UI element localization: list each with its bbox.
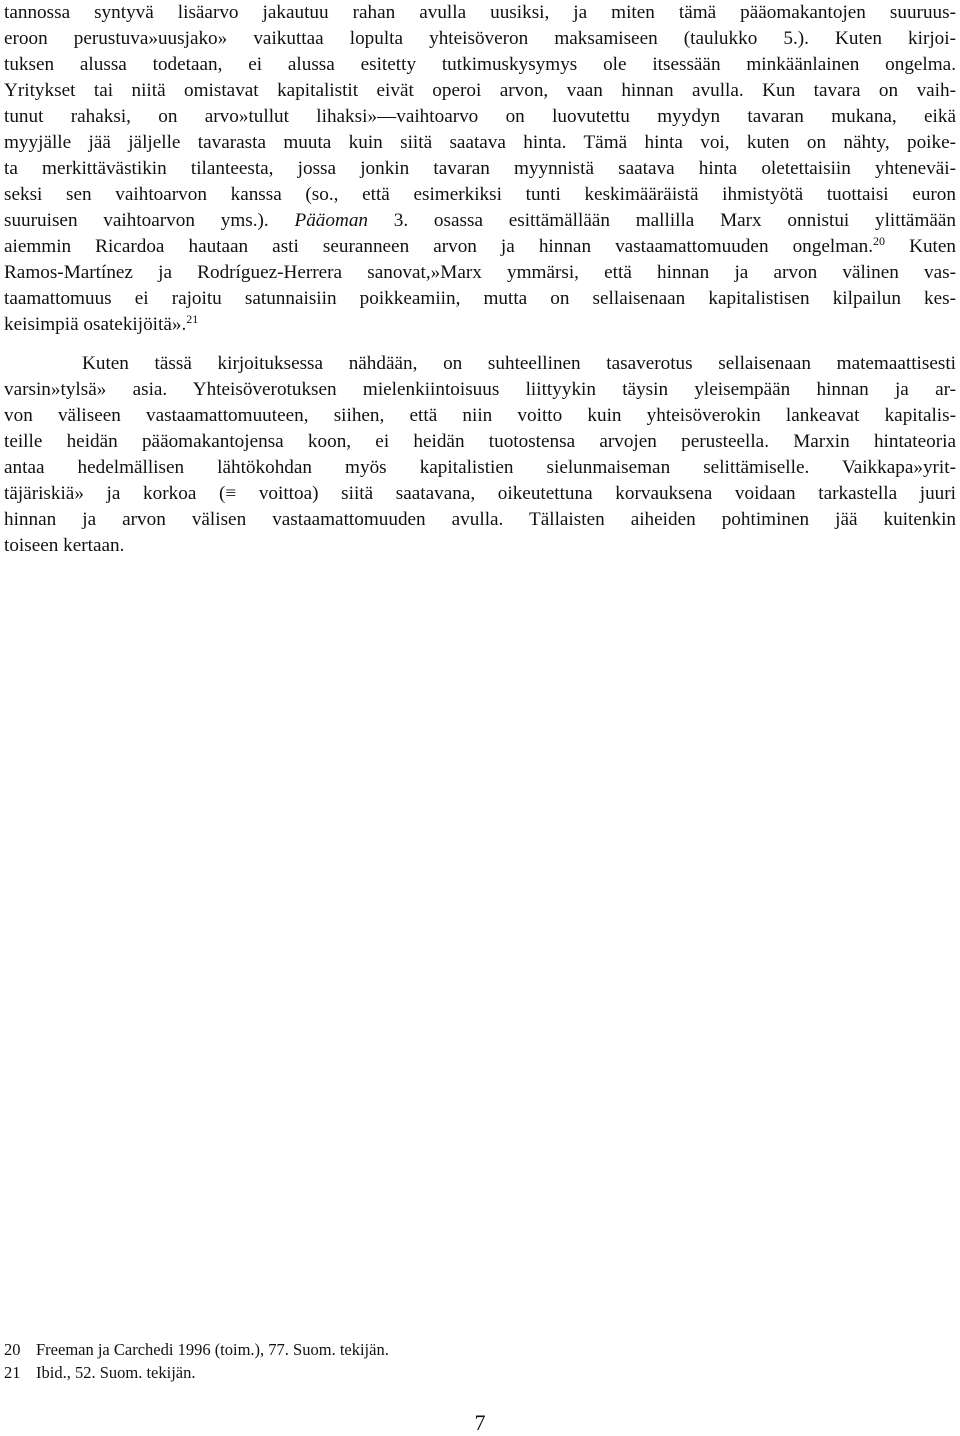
text-line: ta merkittävästikin tilanteesta, jossa jonkin tavaran myynnistä saatava hinta oletettaisiin yhteneväi- [4, 158, 956, 179]
text-line: myyjälle jää jäljelle tavarasta muuta kuin siitä saatava hinta. Tämä hinta voi, kuten on nähty, poike- [4, 132, 956, 153]
text-line: tuksen alussa todetaan, ei alussa esitetty tutkimuskysymys ole itsessään minkäänlainen ongelma. [4, 54, 956, 75]
text-line: taamattomuus ei rajoitu satunnaisiin poikkeamiin, mutta on sellaisenaan kapitalistisen kilpailun kes- [4, 288, 956, 309]
text-line: Kuten tässä kirjoituksessa nähdään, on suhteellinen tasaverotus sellaisenaan matemaattisesti [82, 353, 956, 374]
footnote-reference[interactable]: 21 [186, 312, 199, 326]
text-line: Ramos-Martínez ja Rodríguez-Herrera sanovat,»Marx ymmärsi, että hinnan ja arvon välinen vas- [4, 262, 956, 283]
book-title: Pääoman [294, 210, 369, 231]
footnote-number: 21 [4, 1363, 21, 1382]
text-line: tunut rahaksi, on arvo»tullut lihaksi»—vaihtoarvo on luovutettu myydyn tavaran mukana, eikä [4, 106, 956, 127]
text-line: teille heidän pääomakantojensa koon, ei heidän tuotostensa arvojen perusteella. Marxin hintateoria [4, 431, 956, 452]
text-line: antaa hedelmällisen lähtökohdan myös kapitalistien sielunmaiseman selittämiselle. Vaikkapa»yrit- [4, 457, 956, 478]
text-segment: 3. osassa esittämällään mallilla Marx onnistui ylittämään [393, 210, 956, 231]
text-line [4, 234, 956, 260]
text-line: eroon perustuva»uusjako» vaikuttaa lopulta yhteisöveron maksamiseen (taulukko 5.). Kuten kirjoi- [4, 28, 956, 49]
footnote [4, 1362, 196, 1384]
footnote-text: Freeman ja Carchedi 1996 (toim.), 77. Suom. tekijän. [36, 1340, 389, 1359]
text-segment: Kuten [909, 236, 956, 257]
text-line: varsin»tylsä» asia. Yhteisöverotuksen mielenkiintoisuus liittyykin täysin yleisempään hinnan ja ar- [4, 379, 956, 400]
footnote-text: Ibid., 52. Suom. tekijän. [36, 1363, 196, 1382]
text-segment: suuruisen vaihtoarvon yms.). [4, 210, 269, 231]
text-line: täjäriskiä» ja korkoa (≡ voittoa) siitä saatavana, oikeutettuna korvauksena voidaan tarkastella juuri [4, 483, 956, 504]
footnote-reference[interactable]: 20 [873, 234, 886, 248]
text-line: von väliseen vastaamattomuuteen, siihen, että niin voitto kuin yhteisöverokin lankeavat kapitalis- [4, 405, 956, 426]
text-line: tannossa syntyvä lisäarvo jakautuu rahan avulla uusiksi, ja miten tämä pääomakantojen suuruus- [4, 2, 956, 23]
text-line: hinnan ja arvon välisen vastaamattomuuden avulla. Tällaisten aiheiden pohtiminen jää kuitenkin [4, 509, 956, 530]
text-segment: aiemmin Ricardoa hautaan asti seuranneen arvon ja hinnan vastaamattomuuden ongelman. [4, 236, 874, 257]
text-line: toiseen kertaan. [4, 535, 125, 556]
footnote-number: 20 [4, 1340, 21, 1359]
page-number: 7 [474, 1410, 486, 1435]
footnote [4, 1339, 389, 1361]
text-line [4, 208, 956, 234]
text-line [4, 312, 956, 338]
text-line: seksi sen vaihtoarvon kanssa (so., että esimerkiksi tunti keskimääräistä ihmistyötä tuottaisi euron [4, 184, 956, 205]
text-line: Yritykset tai niitä omistavat kapitalistit eivät operoi arvon, vaan hinnan avulla. Kun tavara on vaih- [4, 80, 956, 101]
text-segment: keisimpiä osatekijöitä». [4, 314, 187, 335]
